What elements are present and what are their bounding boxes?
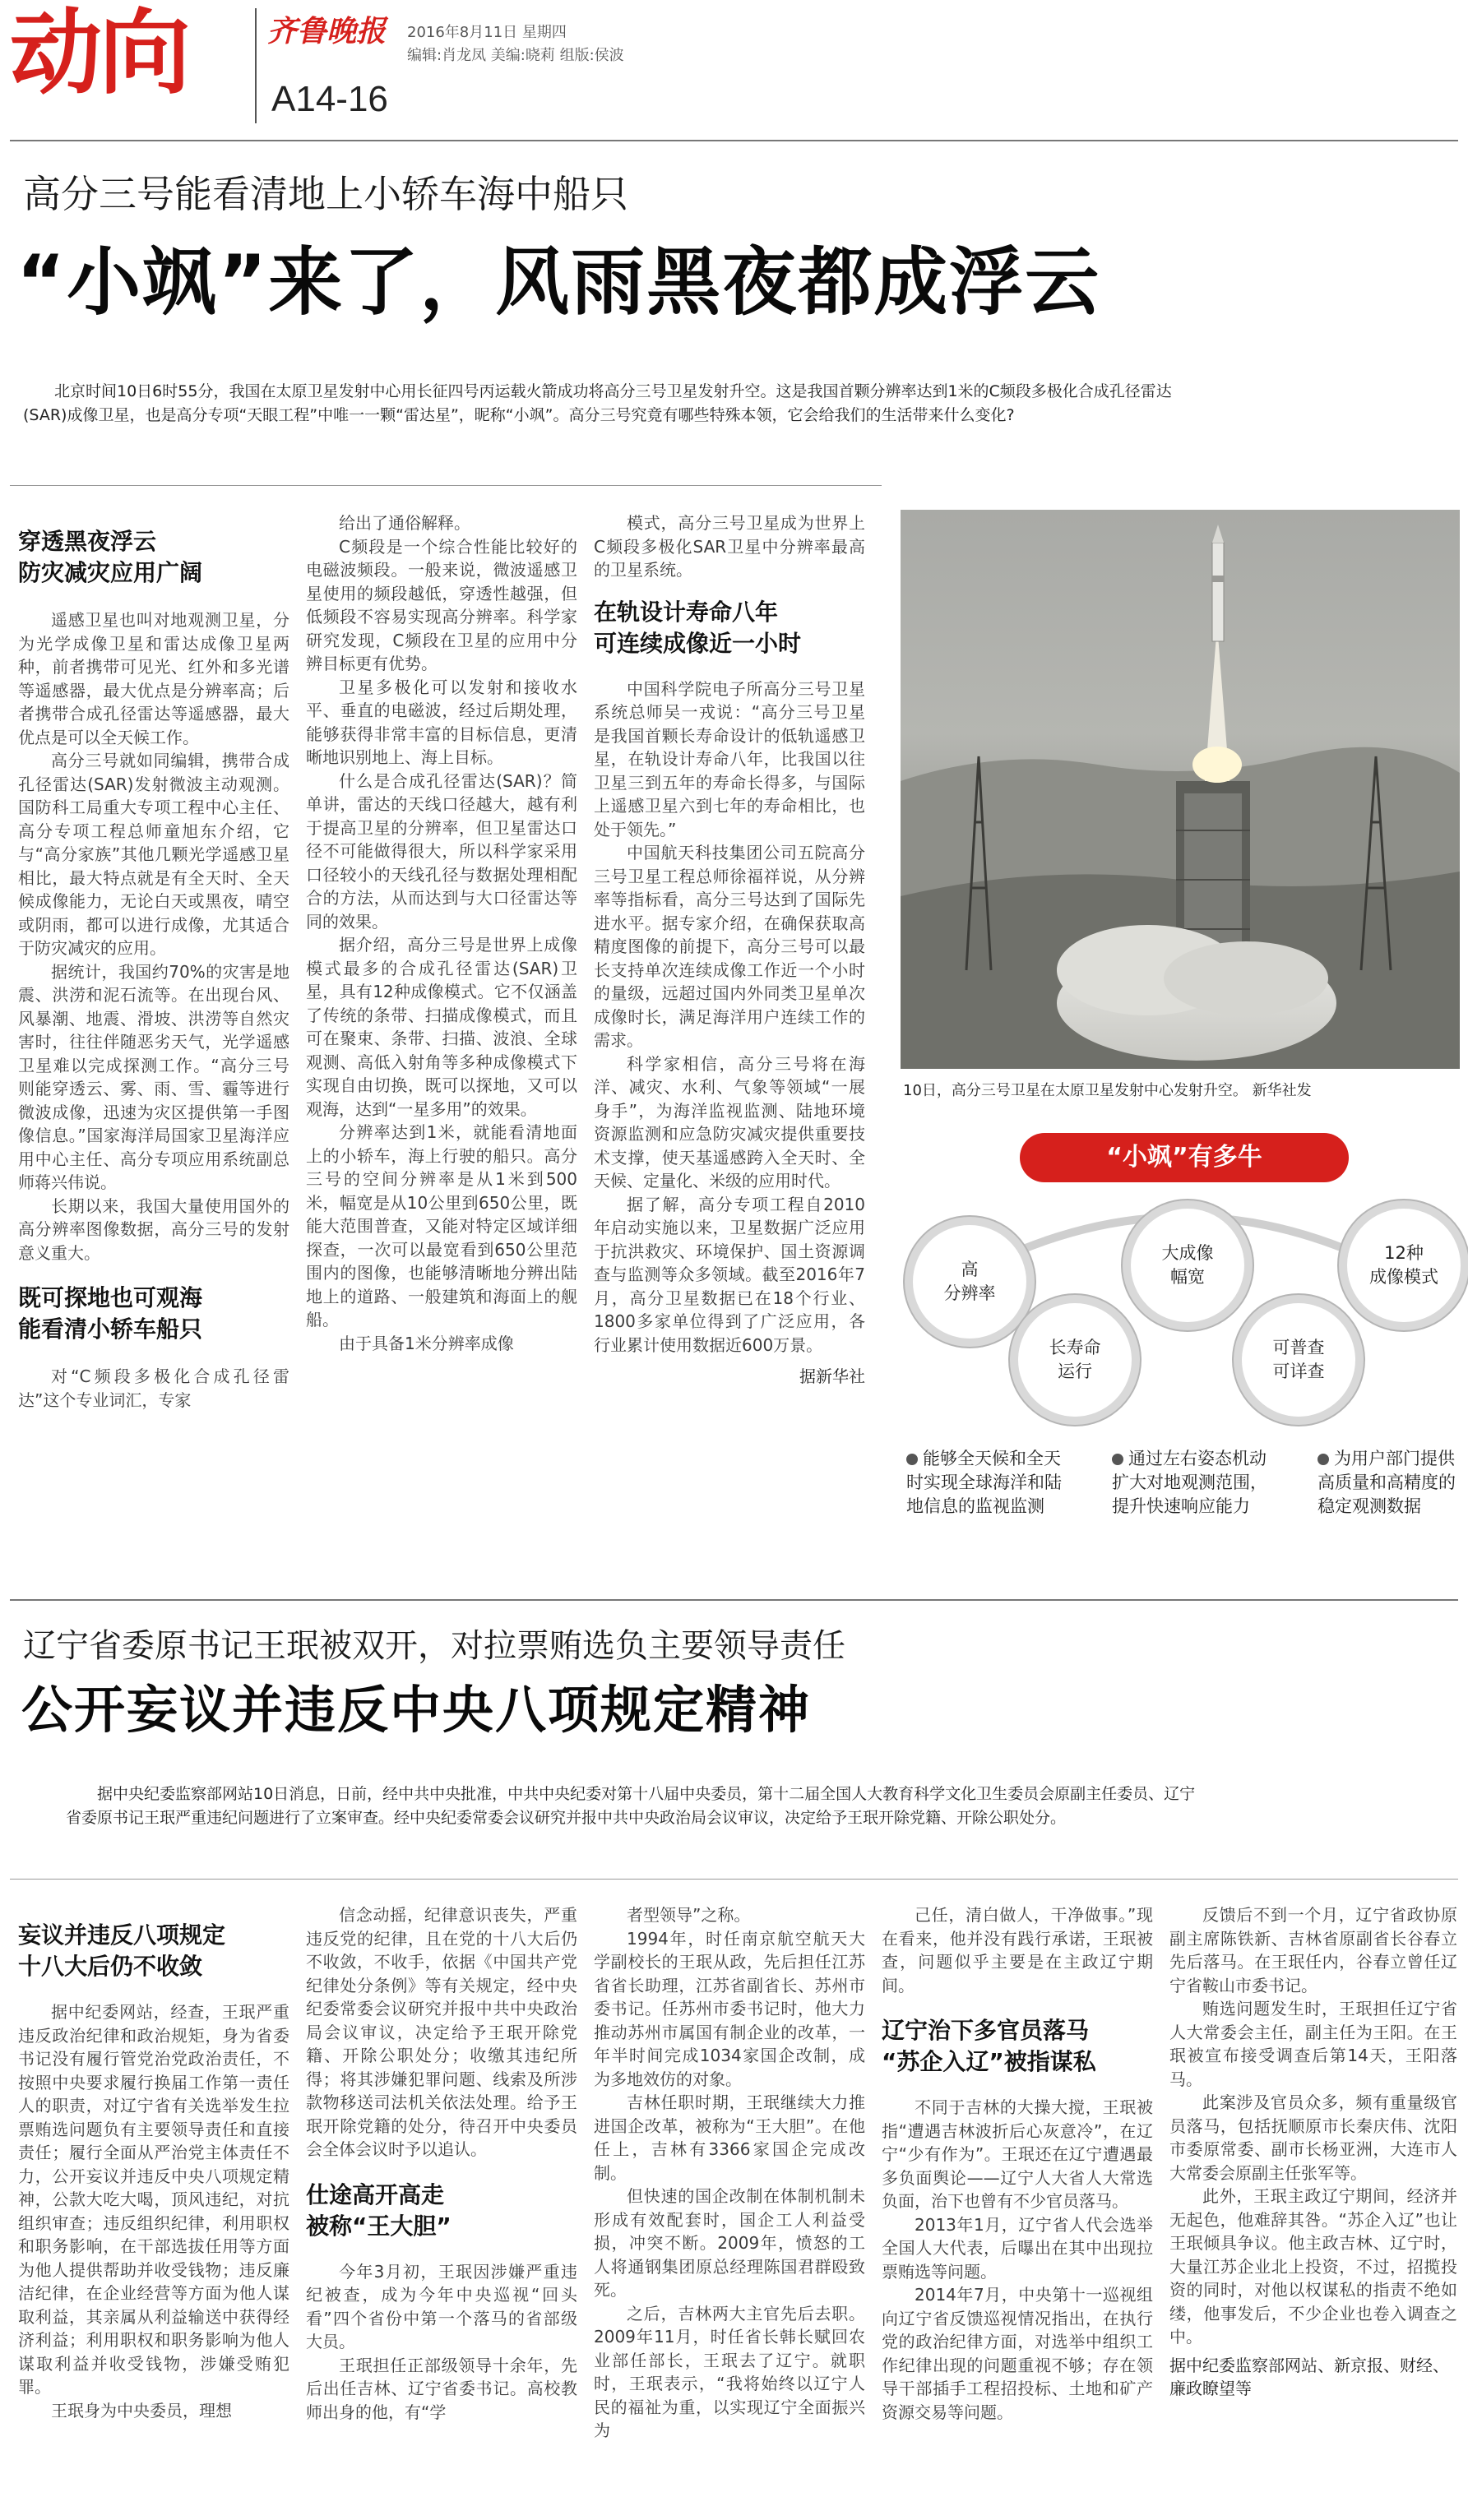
story1-col2-text xyxy=(306,511,577,1355)
masthead-divider xyxy=(255,8,257,123)
paragraph: 王珉身为中央委员，理想 xyxy=(51,2400,232,2421)
story2-kicker: 辽宁省委原书记王珉被双开，对拉票贿选负主要领导责任 xyxy=(23,1627,845,1665)
masthead-meta xyxy=(407,21,624,67)
paragraph: 2014年7月，中央第十一巡视组向辽宁省反馈巡视情况指出，在执行党的政治纪律方面，对选举中组织工作纪律出现的问题重视不够；存在领导干部插手工程招投标、土地和矿产资源交易等问题。 xyxy=(882,2285,1153,2422)
paragraph: 据统计，我国约70%的灾害是地震、洪涝和泥石流等。在出现台风、风暴潮、地震、滑坡、洪涝等自然灾害时，往往伴随恶劣天气，光学遥感卫星难以完成探测工作。“高分三号则能穿透云、雾、雨、雪、霾等进行微波成像，迅速为灾区提供第一手图像信息。”国家海洋局国家卫星海洋应用中心主任、高分专项应用系统副总师蒋兴伟说。 xyxy=(18,961,289,1192)
editor-credits: 编辑:肖龙凤 美编:晓莉 组版:侯波 xyxy=(407,47,624,64)
story2-col4-text-2 xyxy=(882,2096,1153,2424)
story2-column-3 xyxy=(594,1903,865,2443)
paragraph: 中国科学院电子所高分三号卫星系统总师吴一戎说：“高分三号卫星是我国首颗长寿命设计的低轨遥感卫星，在轨设计寿命八年，比我国以往卫星三到五年的寿命长得多，与国际上遥感卫星六到七年的寿命相比，也处于领先。” xyxy=(594,678,865,839)
paragraph: 此外，王珉主政辽宁期间，经济并无起色，他难辞其咎。“苏企入辽”也让王珉倾具争议。他主政吉林、辽宁时，大量江苏企业北上投资，不过，招揽投资的同时，对他以权谋私的指责不绝如缕，他事发后，不少企业也卷入调查之中。 xyxy=(1169,2186,1457,2347)
section-title: 动向 xyxy=(10,0,188,107)
paragraph: 据介绍，高分三号是世界上成像模式最多的合成孔径雷达(SAR)卫星，具有12种成像模式。它不仅涵盖了传统的条带、扫描成像模式，而且可在聚束、条带、扫描、波浪、全球观测、高低入射角等多种成像模式下实现自由切换，既可以探地，又可以观海，达到“一星多用”的效果。 xyxy=(306,935,577,1119)
paragraph: 吉林任职时期，王珉继续大力推进国企改革，被称为“王大胆”。在他任上，吉林有3366家国企完成改制。 xyxy=(594,2092,865,2183)
info-circle-survey: 可普查 可详查 xyxy=(1234,1295,1364,1425)
story2-col2-text-2 xyxy=(306,2260,577,2425)
story1-col1-text-2 xyxy=(18,1365,289,1412)
issue-date: 2016年8月11日 星期四 xyxy=(407,24,567,41)
paragraph: 但快速的国企改制在体制机制未形成有效配套时，国企工人利益受损，冲突不断。2009年，愤怒的工人将通钢集团原总经理陈国君群殴致死。 xyxy=(594,2186,865,2300)
info-circle-lifespan: 长寿命 运行 xyxy=(1010,1295,1140,1425)
paragraph: 不同于吉林的大操大搅，王珉被指“遭遇吉林波折后心灰意冷”，在辽宁“少有作为”。王珉还在辽宁遭遇最多负面舆论——辽宁人大省人大常选负面，治下也曾有不少官员落马。 xyxy=(882,2097,1153,2211)
paragraph: 今年3月初，王珉因涉嫌严重违纪被查，成为今年中央巡视“回头看”四个省份中第一个落马的省部级大员。 xyxy=(306,2261,577,2351)
story2-subhead-1: 妄议并违反八项规定 十八大后仍不收敛 xyxy=(18,1921,226,1980)
info-bullet-3: 为用户部门提供高质量和高精度的稳定观测数据 xyxy=(1317,1449,1456,1516)
paragraph: 己任，清白做人，干净做事。”现在看来，他并没有践行承诺，王珉被查，问题似乎主要是在主政辽宁期间。 xyxy=(882,1905,1153,1995)
story1-column-3 xyxy=(594,511,865,1387)
paragraph: 反馈后不到一个月，辽宁省政协原副主席陈铁新、吉林省原副省长谷春立先后落马。在王珉任内，谷春立曾任辽宁省鞍山市委书记。 xyxy=(1169,1905,1457,1995)
story2-col3-text xyxy=(594,1903,865,2443)
story2-credit: 据中纪委监察部网站、新京报、财经、廉政瞭望等 xyxy=(1169,2355,1449,2398)
paragraph: 中国航天科技集团公司五院高分三号卫星工程总师徐福祥说，从分辨率等指标看，高分三号达到了国际先进水平。据专家介绍，在确保获取高精度图像的前提下，高分三号可以最长支持单次连续成像工作近一个小时的量级，远超过国内外同类卫星单次成像时长，满足海洋用户连续工作的需求。 xyxy=(594,843,865,1050)
bullet-dot-icon xyxy=(1317,1454,1329,1465)
paragraph: 者型领导”之称。 xyxy=(627,1905,751,1925)
story2-column-1 xyxy=(18,1920,289,2422)
story2-col1-text xyxy=(18,2000,289,2422)
story1-col3-text-top xyxy=(594,511,865,582)
paragraph: C频段是一个综合性能比较好的电磁波频段。一般来说，微波遥感卫星使用的频段越低，穿透性越强，但低频段不容易实现高分辨率。科学家研究发现，C频段在卫星的应用中分辨目标更有优势。 xyxy=(306,536,577,673)
story1-subhead-2: 既可探地也可观海 能看清小轿车船只 xyxy=(18,1284,203,1343)
paragraph: 据了解，高分专项工程自2010年启动实施以来，卫星数据广泛应用于抗洪救灾、环境保护、国土资源调查与监测等众多领域。截至2016年7月，高分卫星数据已在18个行业、1800多家单位得到了广泛应用，各行业累计使用数据近600万景。 xyxy=(594,1194,865,1355)
paragraph: 贿选问题发生时，王珉担任辽宁省人大常委会主任，副主任为王阳。在王珉被宣布接受调查后第14天，王阳落马。 xyxy=(1169,1999,1457,2089)
paragraph: 高分三号就如同编辑，携带合成孔径雷达(SAR)发射微波主动观测。国防科工局重大专项工程中心主任、高分专项工程总师童旭东介绍，它与“高分家族”其他几颗光学遥感卫星相比，最大特点就是有全天时、全天候成像能力，无论白天或黑夜，晴空或阴雨，都可以进行成像，尤其适合于防灾减灾的应用。 xyxy=(18,751,289,958)
rocket-launch-illustration xyxy=(901,510,1460,1069)
paragraph: 卫星多极化可以发射和接收水平、垂直的电磁波，经过后期处理，能够获得非常丰富的目标信息，更清晰地识别地上、海上目标。 xyxy=(306,677,577,767)
story-divider xyxy=(10,1599,1458,1601)
story2-column-4 xyxy=(882,1903,1153,2424)
story1-lead: 北京时间10日6时55分，我国在太原卫星发射中心用长征四号丙运载火箭成功将高分三号卫星发射升空。这是我国首颗分辨率达到1米的C频段多极化合成孔径雷达(SAR)成像卫星，也是高分专项“天眼工程”中唯一一颗“雷达星”，昵称“小飒”。高分三号究竟有哪些特殊本领，它会给我们的生活带来什么变化? xyxy=(23,382,1172,424)
story2-col2-text xyxy=(306,1903,577,2162)
story2-column-5 xyxy=(1169,1903,1457,2400)
paragraph: 王珉担任正部级领导十余年，先后出任吉林、辽宁省委书记。高校教师出身的他，有“学 xyxy=(306,2355,577,2422)
newspaper-brand: 齐鲁晚报 xyxy=(267,14,387,49)
paragraph: 模式，高分三号卫星成为世界上C频段多极化SAR卫星中分辨率最高的卫星系统。 xyxy=(594,513,865,580)
paragraph: 信念动摇，纪律意识丧失，严重违反党的纪律，且在党的十八大后仍不收敛，不收手，依据《中国共产党纪律处分条例》等有关规定，经中央纪委常委会议研究并报中共中央政治局会议审议，决定给予王珉开除党籍、开除公职处分；收缴其违纪所得；将其涉嫌犯罪问题、线索及所涉款物移送司法机关依法处理。给予王珉开除党籍的处分，待召开中央委员会全体会议时予以追认。 xyxy=(306,1905,577,2159)
story2-headline: 公开妄议并违反中央八项规定精神 xyxy=(21,1680,812,1740)
story1-col1-text xyxy=(18,608,289,1265)
story2-rule xyxy=(10,1879,1458,1880)
paragraph: 之后，吉林两大主官先后去职。2009年11月，时任省长韩长赋回农业部任部长，王珉去了辽宁。就职时，王珉表示，“我将始终以辽宁人民的福祉为重，以实现辽宁全面振兴为 xyxy=(594,2303,865,2440)
paragraph: 给出了通俗解释。 xyxy=(339,513,470,533)
paragraph: 对“C频段多极化合成孔径雷达”这个专业词汇，专家 xyxy=(18,1366,289,1410)
story1-headline: “小飒”来了，风雨黑夜都成浮云 xyxy=(16,239,1101,326)
story2-col4-text xyxy=(882,1903,1153,1997)
paragraph: 分辨率达到1米，就能看清地面上的小轿车，海上行驶的船只。高分三号的空间分辨率是从1米到500米，幅宽是从10公里到650公里，既能大范围普查，又能对特定区域详细探查，一次可以最宽看到650公里范围内的图像，也能够清晰地分辨出陆地上的道路、一般建筑和海面上的舰船。 xyxy=(306,1122,577,1329)
bullet-dot-icon xyxy=(1112,1454,1123,1465)
story1-rule xyxy=(10,485,882,486)
paragraph: 此案涉及官员众多，频有重量级官员落马，包括抚顺原市长秦庆伟、沈阳市委原常委、副市长杨亚洲，大连市人大常委会原副主任张军等。 xyxy=(1169,2092,1457,2183)
info-circle-swath: 大成像 幅宽 xyxy=(1123,1200,1253,1330)
paragraph: 科学家相信，高分三号将在海洋、减灾、水利、气象等领域“一展身手”，为海洋监视监测、陆地环境资源监测和应急防灾减灾提供重要技术支撑，使天基遥感跨入全天时、全天候、定量化、米级的应用时代。 xyxy=(594,1053,865,1191)
paragraph: 2013年1月，辽宁省人代会选举全国人大代表，后曝出在其中出现拉票贿选等问题。 xyxy=(882,2214,1153,2282)
story2-subhead-4: 辽宁治下多官员落马 “苏企入辽”被指谋私 xyxy=(882,2017,1096,2075)
info-circle-resolution: 高 分辨率 xyxy=(905,1217,1035,1347)
story1-kicker: 高分三号能看清地上小轿车海中船只 xyxy=(23,172,628,216)
story2-subhead-2: 仕途高开高走 被称“王大胆” xyxy=(306,2180,452,2240)
story2-col5-text xyxy=(1169,1903,1457,2349)
photo-caption: 10日，高分三号卫星在太原卫星发射中心发射升空。 新华社发 xyxy=(903,1082,1312,1099)
infographic-banner: “小飒”有多牛 xyxy=(1020,1133,1349,1182)
info-circle-modes: 12种 成像模式 xyxy=(1339,1200,1468,1330)
story1-subhead-3: 在轨设计寿命八年 可连续成像近一小时 xyxy=(594,598,802,657)
paragraph: 据中纪委网站，经查，王珉严重违反政治纪律和政治规矩，身为省委书记没有履行管党治党政治责任，不按照中央要求履行换届工作第一责任人的职责，对辽宁省有关选举发生拉票贿选问题负有主要领导责任和直接责任；履行全面从严治党主体责任不力，公开妄议并违反中央八项规定精神，公款大吃大喝，顶风违纪，对抗组织审查；违反组织纪律，利用职权和职务影响，在干部选拔任用等方面为他人提供帮助并收受钱物；违反廉洁纪律，在企业经营等方面为他人谋取利益，其亲属从利益输送中获得经济利益；利用职权和职务影响为他人谋取利益并收受钱物，涉嫌受贿犯罪。 xyxy=(18,2002,289,2397)
masthead-rule xyxy=(10,140,1458,141)
story1-credit: 据新华社 xyxy=(799,1366,865,1386)
story1-subhead-1: 穿透黑夜浮云 防灾减灾应用广阔 xyxy=(18,528,203,586)
rocket-launch-photo xyxy=(901,510,1460,1069)
story2-column-2 xyxy=(306,1903,577,2424)
story1-column-1 xyxy=(18,526,289,1412)
bullet-dot-icon xyxy=(906,1454,918,1465)
page-number: A14-16 xyxy=(271,79,388,119)
paragraph: 由于具备1米分辨率成像 xyxy=(339,1333,514,1353)
story2-lead: 据中央纪委监察部网站10日消息，日前，经中共中央批准，中共中央纪委对第十八届中央委员，第十二届全国人大教育科学文化卫生委员会原副主任委员、辽宁省委原书记王珉严重违纪问题进行了立案审查。经中央纪委常委会议研究并报中共中央政治局会议审议，决定给予王珉开除党籍、开除公职处分。 xyxy=(66,1785,1196,1827)
info-bullet-1: 能够全天候和全天时实现全球海洋和陆地信息的监视监测 xyxy=(906,1449,1062,1516)
paragraph: 1994年，时任南京航空航天大学副校长的王珉从政，先后担任江苏省省长助理，江苏省副省长、苏州市委书记。任苏州市委书记时，他大力推动苏州市属国有制企业的改革，一年半时间完成1034家国企改制，成为多地效仿的对象。 xyxy=(594,1928,865,2089)
info-bullet-2: 通过左右姿态机动扩大对地观测范围，提升快速响应能力 xyxy=(1112,1449,1267,1516)
story1-column-2 xyxy=(306,511,577,1355)
story1-col3-text xyxy=(594,677,865,1357)
paragraph: 什么是合成孔径雷达(SAR)？简单讲，雷达的天线口径越大，越有利于提高卫星的分辨率，但卫星雷达口径不可能做得很大，所以科学家采用口径较小的天线孔径与数据处理相配合的方法，从而达到与大口径雷达等同的效果。 xyxy=(306,770,577,932)
paragraph: 长期以来，我国大量使用国外的高分辨率图像数据，高分三号的发射意义重大。 xyxy=(18,1195,289,1263)
paragraph: 遥感卫星也叫对地观测卫星，分为光学成像卫星和雷达成像卫星两种，前者携带可见光、红外和多光谱等遥感器，最大优点是分辨率高；后者携带合成孔径雷达等遥感器，最大优点是可以全天候工作。 xyxy=(18,610,289,747)
